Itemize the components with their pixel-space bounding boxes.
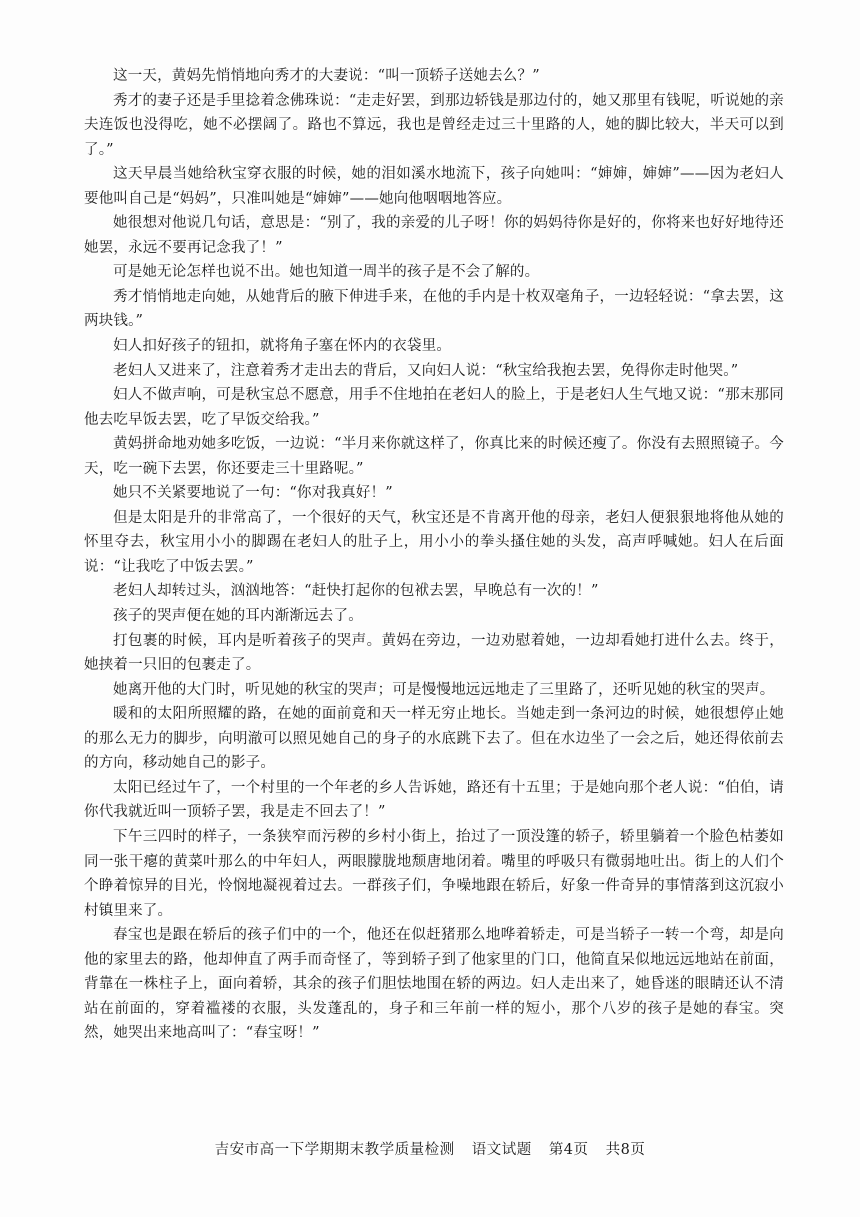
paragraph: 暖和的太阳所照耀的路，在她的面前竟和天一样无穷止地长。当她走到一条河边的时候，她很想停止她的那么无力的脚步，向明澈可以照见她自己的身子的水底跳下去了。但在水边坐了一会之后，她还得依前去的方向，移动她自己的影子。 <box>84 706 784 772</box>
page-number: 第4页 <box>548 1142 589 1158</box>
page-footer <box>0 1138 860 1159</box>
paragraph: 妇人不做声响，可是秋宝总不愿意，用手不住地拍在老妇人的脸上，于是老妇人生气地又说：“那末那同他去吃早饭去罢，吃了早饭交给我。” <box>84 387 784 428</box>
total-pages: 共8页 <box>605 1142 646 1158</box>
paragraph: 这一天，黄妈先悄悄地向秀才的大妻说：“叫一顶轿子送她去么？” <box>113 68 540 84</box>
paragraph: 她很想对他说几句话，意思是：“别了，我的亲爱的儿子呀！你的妈妈待你是好的，你将来也好好地待还她罢，永远不要再记念我了！” <box>84 215 784 256</box>
paragraph: 孩子的哭声便在她的耳内渐渐远去了。 <box>113 608 363 625</box>
paragraph: 秀才的妻子还是手里捻着念佛珠说：“走走好罢，到那边轿钱是那边付的，她又那里有钱呢，听说她的亲夫连饭也没得吃，她不必摆阔了。路也不算远，我也是曾经走过三十里路的人，她的脚比较大，半天可以到了。” <box>84 92 784 158</box>
paragraph: 老妇人又进来了，注意着秀才走出去的背后，又向妇人说：“秋宝给我抱去罢，免得你走时他哭。” <box>113 362 739 379</box>
paragraph: 太阳已经过午了，一个村里的一个年老的乡人告诉她，路还有十五里；于是她向那个老人说：“伯伯，请你代我就近叫一顶轿子罢，我是走不回去了！” <box>84 779 784 821</box>
paragraph: 秀才悄悄地走向她，从她背后的腋下伸进手来，在他的手内是十枚双毫角子，一边轻轻说：“拿去罢，这两块钱。” <box>84 288 784 330</box>
paragraph: 黄妈拼命地劝她多吃饭，一边说：“半月来你就这样了，你真比来的时候还瘦了。你没有去照照镜子。今天，吃一碗下去罢，你还要走三十里路呢。” <box>84 436 784 477</box>
paragraph: 打包裹的时候，耳内是听着孩子的哭声。黄妈在旁边，一边劝慰着她，一边却看她打进什么去。终于，她挟着一只旧的包裹走了。 <box>84 632 784 674</box>
subject-label: 语文试题 <box>471 1142 532 1158</box>
paragraph: 妇人扣好孩子的钮扣，就将角子塞在怀内的衣袋里。 <box>113 338 452 355</box>
paragraph: 下午三四时的样子，一条狭窄而污秽的乡村小街上，抬过了一顶没篷的轿子，轿里躺着一个脸色枯萎如同一张干瘪的黄菜叶那么的中年妇人，两眼朦胧地颓唐地闭着。嘴里的呼吸只有微弱地吐出。街上的人们个个睁着惊异的目光，怜悯地凝视着过去。一群孩子们，争噪地跟在轿后，好象一件奇异的事情落到这沉寂小村镇里来了。 <box>84 828 784 919</box>
story-text <box>84 64 784 1046</box>
paragraph: 老妇人却转过头，汹汹地答：“赶快打起你的包袱去罢，早晚总有一次的！” <box>113 583 599 600</box>
paragraph: 但是太阳是升的非常高了，一个很好的天气，秋宝还是不肯离开他的母亲，老妇人便狠狠地将他从她的怀里夺去，秋宝用小小的脚踢在老妇人的肚子上，用小小的拳头搔住她的头发，高声呼喊她。妇人在后面说：“让我吃了中饭去罢。” <box>84 509 784 575</box>
paragraph: 春宝也是跟在轿后的孩子们中的一个，他还在似赶猪那么地哗着轿走，可是当轿子一转一个弯，却是向他的家里去的路，他却伸直了两手而奇怪了，等到轿子到了他家里的门口，他简直呆似地远远地站在前面，背靠在一株柱子上，面向着轿，其余的孩子们胆怯地围在轿的两边。妇人走出来了，她昏迷的眼睛还认不清站在前面的，穿着褴褛的衣服，头发蓬乱的，身子和三年前一样的短小，那个八岁的孩子是她的春宝。突然，她哭出来地高叫了：“春宝呀！” <box>84 927 784 1042</box>
exam-title: 吉安市高一下学期期末教学质量检测 <box>214 1142 455 1158</box>
paragraph: 她只不关紧要地说了一句：“你对我真好！” <box>113 485 393 502</box>
paragraph: 可是她无论怎样也说不出。她也知道一周半的孩子是不会了解的。 <box>113 264 540 281</box>
paragraph: 她离开他的大门时，听见她的秋宝的哭声；可是慢慢地远远地走了三里路了，还听见她的秋宝的哭声。 <box>113 681 775 698</box>
paragraph: 这天早晨当她给秋宝穿衣服的时候，她的泪如溪水地流下，孩子向她叫：“婶婶，婶婶”——因为老妇人要他叫自己是“妈妈”，只准叫她是“婶婶”——她向他咽咽地答应。 <box>84 166 784 207</box>
